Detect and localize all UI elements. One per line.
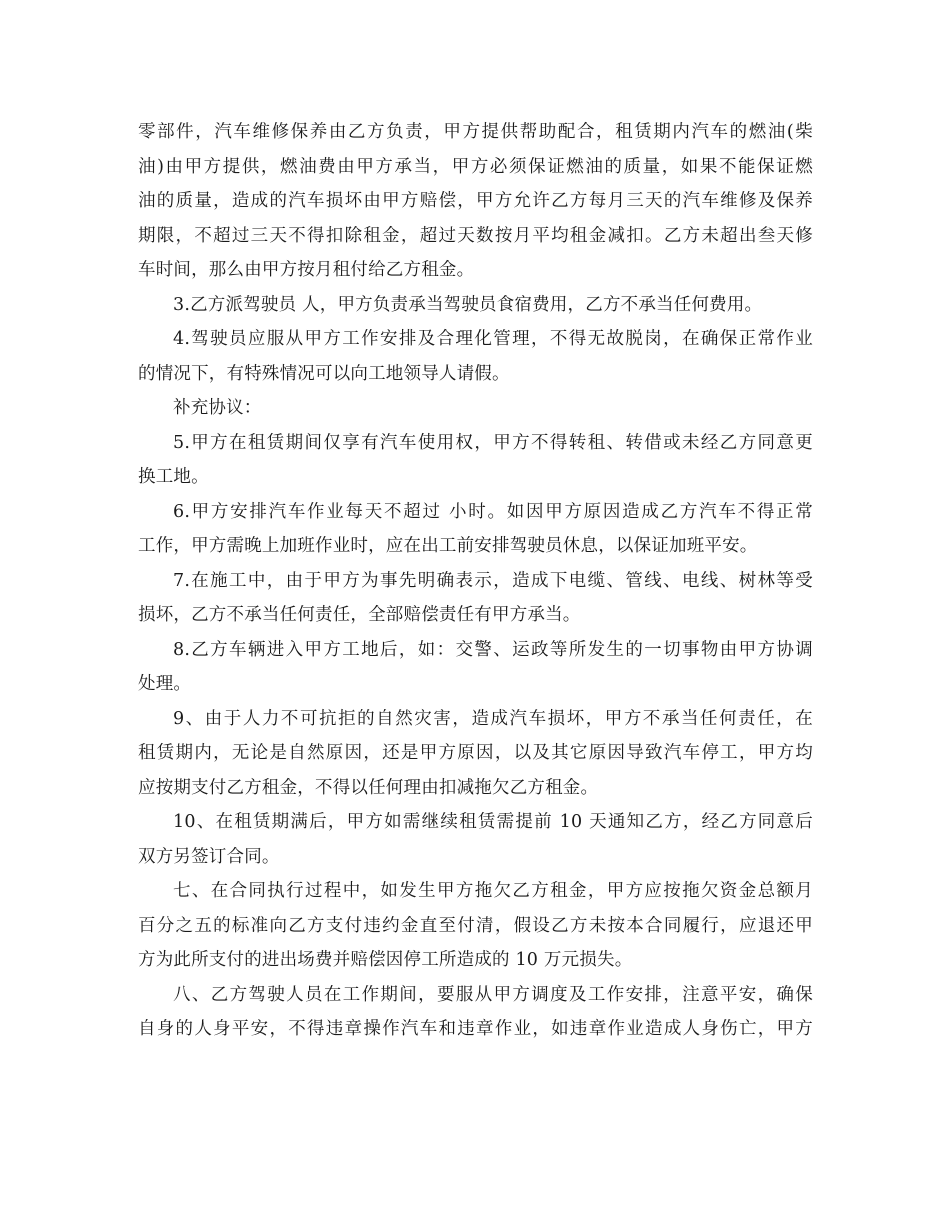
text-line: 方为此所支付的进出场费并赔偿因停工所造成的 10 万元损失。 bbox=[138, 950, 633, 970]
document-body bbox=[138, 115, 813, 1047]
text-line: 车时间，那么由甲方按月租付给乙方租金。 bbox=[138, 260, 475, 280]
text-line: 租赁期内，无论是自然原因，还是甲方原因，以及其它原因导致汽车停工，甲方均 bbox=[138, 743, 813, 763]
article-7: 七、在合同执行过程中，如发生甲方拖欠乙方租金，甲方应按拖欠资金总额月 bbox=[173, 881, 813, 901]
text-line: 油的质量，造成的汽车损坏由甲方赔偿，甲方允许乙方每月三天的汽车维修及保养 bbox=[138, 191, 813, 211]
clause-6: 6.甲方安排汽车作业每天不超过 小时。如因甲方原因造成乙方汽车不得正常 bbox=[173, 501, 813, 522]
text-line: 油)由甲方提供，燃油费由甲方承当，甲方必须保证燃油的质量，如果不能保证燃 bbox=[138, 156, 813, 177]
clause-4: 4.驾驶员应服从甲方工作安排及合理化管理，不得无故脱岗，在确保正常作业 bbox=[173, 329, 813, 349]
article-8: 八、乙方驾驶人员在工作期间，要服从甲方调度及工作安排，注意平安，确保 bbox=[173, 984, 813, 1005]
text-line: 自身的人身平安，不得违章操作汽车和违章作业，如违章作业造成人身伤亡，甲方 bbox=[138, 1019, 813, 1039]
supplementary-heading: 补充协议： bbox=[173, 398, 262, 418]
text-line: 应按期支付乙方租金，不得以任何理由扣减拖欠乙方租金。 bbox=[138, 777, 599, 798]
clause-3: 3.乙方派驾驶员 人，甲方负责承当驾驶员食宿费用，乙方不承当任何费用。 bbox=[173, 294, 763, 315]
text-line: 百分之五的标准向乙方支付违约金直至付清，假设乙方未按本合同履行，应退还甲 bbox=[138, 915, 813, 936]
clause-8: 8.乙方车辆进入甲方工地后，如：交警、运政等所发生的一切事物由甲方协调 bbox=[173, 639, 813, 660]
text-line: 期限，不超过三天不得扣除租金，超过天数按月平均租金减扣。乙方未超出叁天修 bbox=[138, 225, 813, 246]
clause-9: 9、由于人力不可抗拒的自然灾害，造成汽车损坏，甲方不承当任何责任，在 bbox=[173, 708, 813, 729]
text-line: 双方另签订合同。 bbox=[138, 846, 280, 867]
clause-7: 7.在施工中，由于甲方为事先明确表示，造成下电缆、管线、电线、树林等受 bbox=[173, 570, 813, 591]
clause-10: 10、在租赁期满后，甲方如需继续租赁需提前 10 天通知乙方，经乙方同意后 bbox=[173, 812, 813, 832]
text-line: 零部件，汽车维修保养由乙方负责，甲方提供帮助配合，租赁期内汽车的燃油(柴 bbox=[138, 122, 813, 142]
text-line: 工作，甲方需晚上加班作业时，应在出工前安排驾驶员休息，以保证加班平安。 bbox=[138, 536, 758, 556]
text-line: 处理。 bbox=[138, 674, 192, 694]
text-line: 换工地。 bbox=[138, 467, 209, 487]
clause-5: 5.甲方在租赁期间仅享有汽车使用权，甲方不得转租、转借或未经乙方同意更 bbox=[173, 432, 813, 453]
text-line: 的情况下，有特殊情况可以向工地领导人请假。 bbox=[138, 363, 510, 384]
text-line: 损坏，乙方不承当任何责任，全部赔偿责任有甲方承当。 bbox=[138, 605, 581, 625]
